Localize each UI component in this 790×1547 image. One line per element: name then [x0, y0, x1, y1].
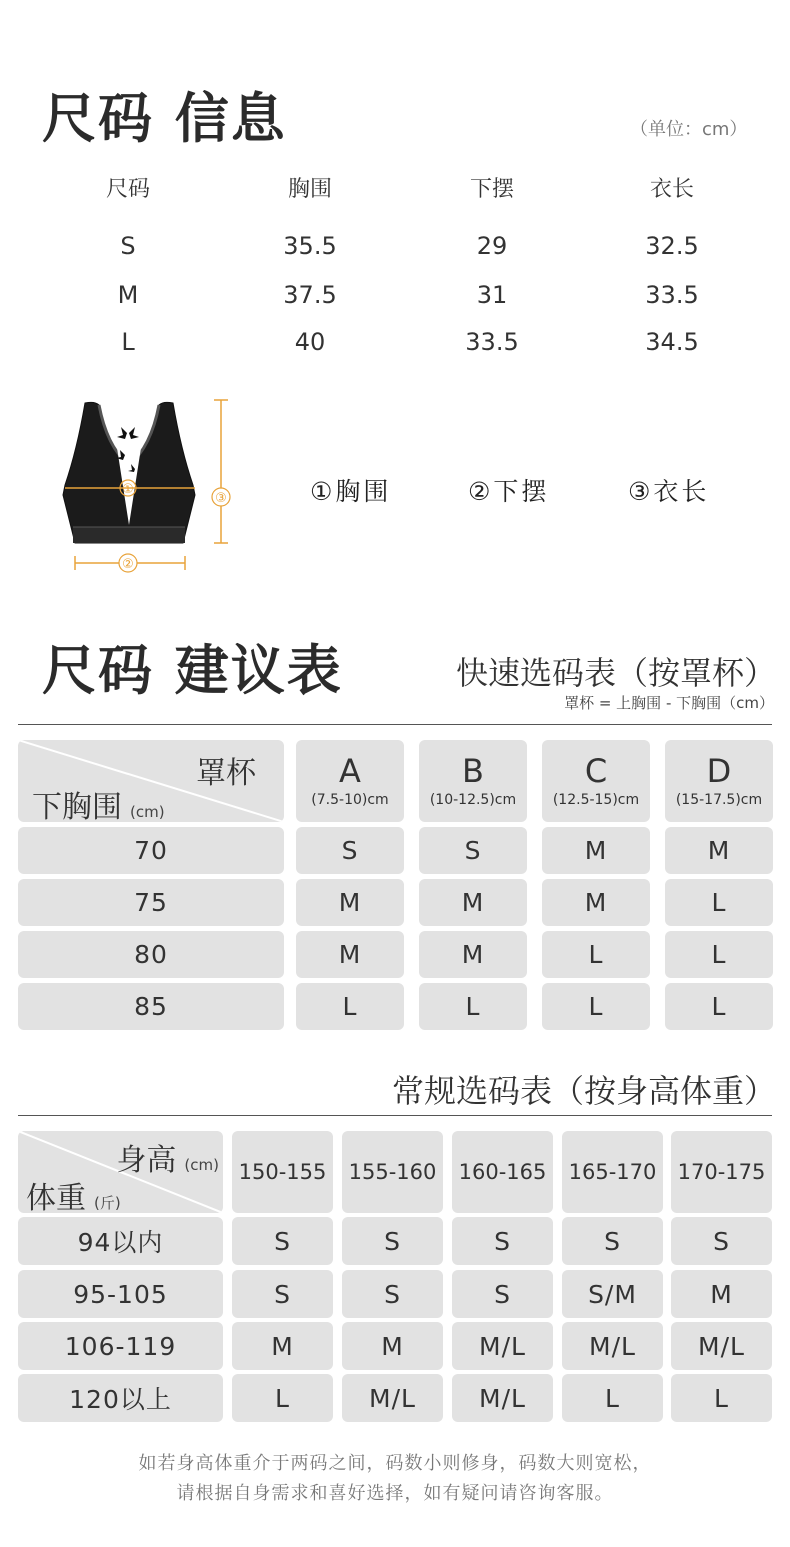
hw-size-cell: L	[671, 1374, 772, 1422]
header-size: 尺码	[105, 177, 150, 202]
size-cell: S	[120, 232, 136, 260]
cup-size-cell: L	[419, 983, 527, 1030]
cup-formula: 罩杯 = 上胸围 - 下胸围（cm）	[564, 694, 774, 712]
cup-header-c	[542, 740, 650, 822]
hw-size-cell: M/L	[452, 1374, 553, 1422]
corner-weight-label: 体重	[26, 1181, 86, 1213]
header-chest: 胸围	[287, 177, 332, 202]
cup-size-cell: M	[665, 827, 773, 874]
size-cell: 29	[476, 232, 508, 260]
header-hem: 下摆	[469, 177, 514, 202]
size-cell: 34.5	[645, 328, 699, 356]
height-header: 155-160	[342, 1131, 443, 1213]
hw-size-cell: S	[671, 1217, 772, 1265]
size-info-title: 尺码 信息	[42, 87, 287, 150]
garment-diagram	[55, 395, 245, 580]
hw-size-cell: M/L	[562, 1322, 663, 1370]
header-length: 衣长	[649, 177, 694, 202]
length-marker: ③	[215, 491, 227, 506]
cup-header-a	[296, 740, 404, 822]
footnote-line-1: 如若身高体重介于两码之间，码数小则修身，码数大则宽松，	[138, 1453, 652, 1474]
recommend-title: 尺码 建议表	[42, 639, 343, 702]
size-cell: 33.5	[465, 328, 519, 356]
cup-header-d	[665, 740, 773, 822]
cup-range: (7.5-10)cm	[311, 792, 389, 808]
unit-label: （单位：cm）	[630, 119, 748, 140]
weight-cell: 120以上	[18, 1374, 223, 1422]
corner-band-label: 下胸围	[32, 790, 122, 822]
hw-size-cell: M/L	[671, 1322, 772, 1370]
hw-size-cell: M	[342, 1322, 443, 1370]
size-cell: 31	[476, 281, 508, 309]
height-header: 150-155	[232, 1131, 333, 1213]
cup-size-cell: M	[542, 879, 650, 926]
size-cell: 37.5	[283, 281, 337, 309]
hw-size-cell: L	[562, 1374, 663, 1422]
corner-weight-unit: (斤)	[94, 1194, 121, 1212]
cup-size-cell: L	[542, 983, 650, 1030]
hw-size-cell: S	[452, 1217, 553, 1265]
chest-marker: ①	[122, 482, 134, 497]
hw-size-cell: L	[232, 1374, 333, 1422]
hw-size-cell: S	[232, 1270, 333, 1318]
cup-size-cell: M	[296, 931, 404, 978]
hw-size-cell: S	[232, 1217, 333, 1265]
size-cell: 33.5	[645, 281, 699, 309]
height-header: 160-165	[452, 1131, 553, 1213]
regular-table-title: 常规选码表（按身高体重）	[391, 1072, 776, 1110]
butterfly-1	[117, 427, 139, 439]
band-cell: 85	[18, 983, 284, 1030]
cup-range: (12.5-15)cm	[552, 792, 640, 808]
hw-size-cell: S	[562, 1217, 663, 1265]
footnote-line-2: 请根据自身需求和喜好选择，如有疑问请咨询客服。	[176, 1483, 614, 1504]
size-cell: 40	[294, 328, 326, 356]
cup-size-cell: L	[296, 983, 404, 1030]
size-cell: 32.5	[645, 232, 699, 260]
size-cell: L	[121, 328, 135, 356]
band-cell: 80	[18, 931, 284, 978]
cup-letter: B	[462, 752, 484, 790]
cup-size-cell: L	[665, 931, 773, 978]
cup-header-b	[419, 740, 527, 822]
legend-chest: ①胸围	[310, 477, 392, 506]
cup-size-cell: M	[296, 879, 404, 926]
band-cell: 70	[18, 827, 284, 874]
size-cell: 35.5	[283, 232, 337, 260]
hem-marker: ②	[122, 557, 134, 572]
cup-letter: A	[339, 752, 361, 790]
cup-range: (10-12.5)cm	[429, 792, 517, 808]
hw-corner-header	[18, 1131, 223, 1213]
cup-size-cell: S	[419, 827, 527, 874]
band-cell: 75	[18, 879, 284, 926]
cup-size-cell: L	[542, 931, 650, 978]
height-header: 165-170	[562, 1131, 663, 1213]
hw-size-cell: S/M	[562, 1270, 663, 1318]
legend-length: ③衣长	[628, 477, 710, 506]
hw-size-cell: M/L	[342, 1374, 443, 1422]
hw-size-cell: S	[452, 1270, 553, 1318]
corner-cup-label: 罩杯	[196, 756, 256, 791]
cup-size-cell: M	[419, 931, 527, 978]
corner-height-unit: (cm)	[184, 1156, 219, 1174]
hw-size-cell: M	[671, 1270, 772, 1318]
quick-table-title: 快速选码表（按罩杯）	[455, 654, 776, 692]
hw-size-cell: M/L	[452, 1322, 553, 1370]
hw-size-cell: M	[232, 1322, 333, 1370]
legend-hem: ②下摆	[468, 477, 550, 506]
size-cell: M	[117, 281, 139, 309]
weight-cell: 95-105	[18, 1270, 223, 1318]
hem-band	[73, 527, 185, 543]
height-header: 170-175	[671, 1131, 772, 1213]
cup-size-cell: L	[665, 879, 773, 926]
divider	[18, 1115, 772, 1116]
cup-size-cell: M	[419, 879, 527, 926]
weight-cell: 106-119	[18, 1322, 223, 1370]
cup-size-cell: L	[665, 983, 773, 1030]
cup-letter: C	[584, 752, 608, 790]
cup-size-cell: S	[296, 827, 404, 874]
hw-size-cell: S	[342, 1270, 443, 1318]
divider	[18, 724, 772, 725]
cup-letter: D	[706, 752, 732, 790]
hw-size-cell: S	[342, 1217, 443, 1265]
cup-range: (15-17.5)cm	[675, 792, 763, 808]
weight-cell: 94以内	[18, 1217, 223, 1265]
corner-height-label: 身高	[116, 1143, 177, 1178]
corner-band-unit: (cm)	[130, 803, 165, 821]
cup-size-cell: M	[542, 827, 650, 874]
cup-corner-header	[18, 740, 284, 822]
